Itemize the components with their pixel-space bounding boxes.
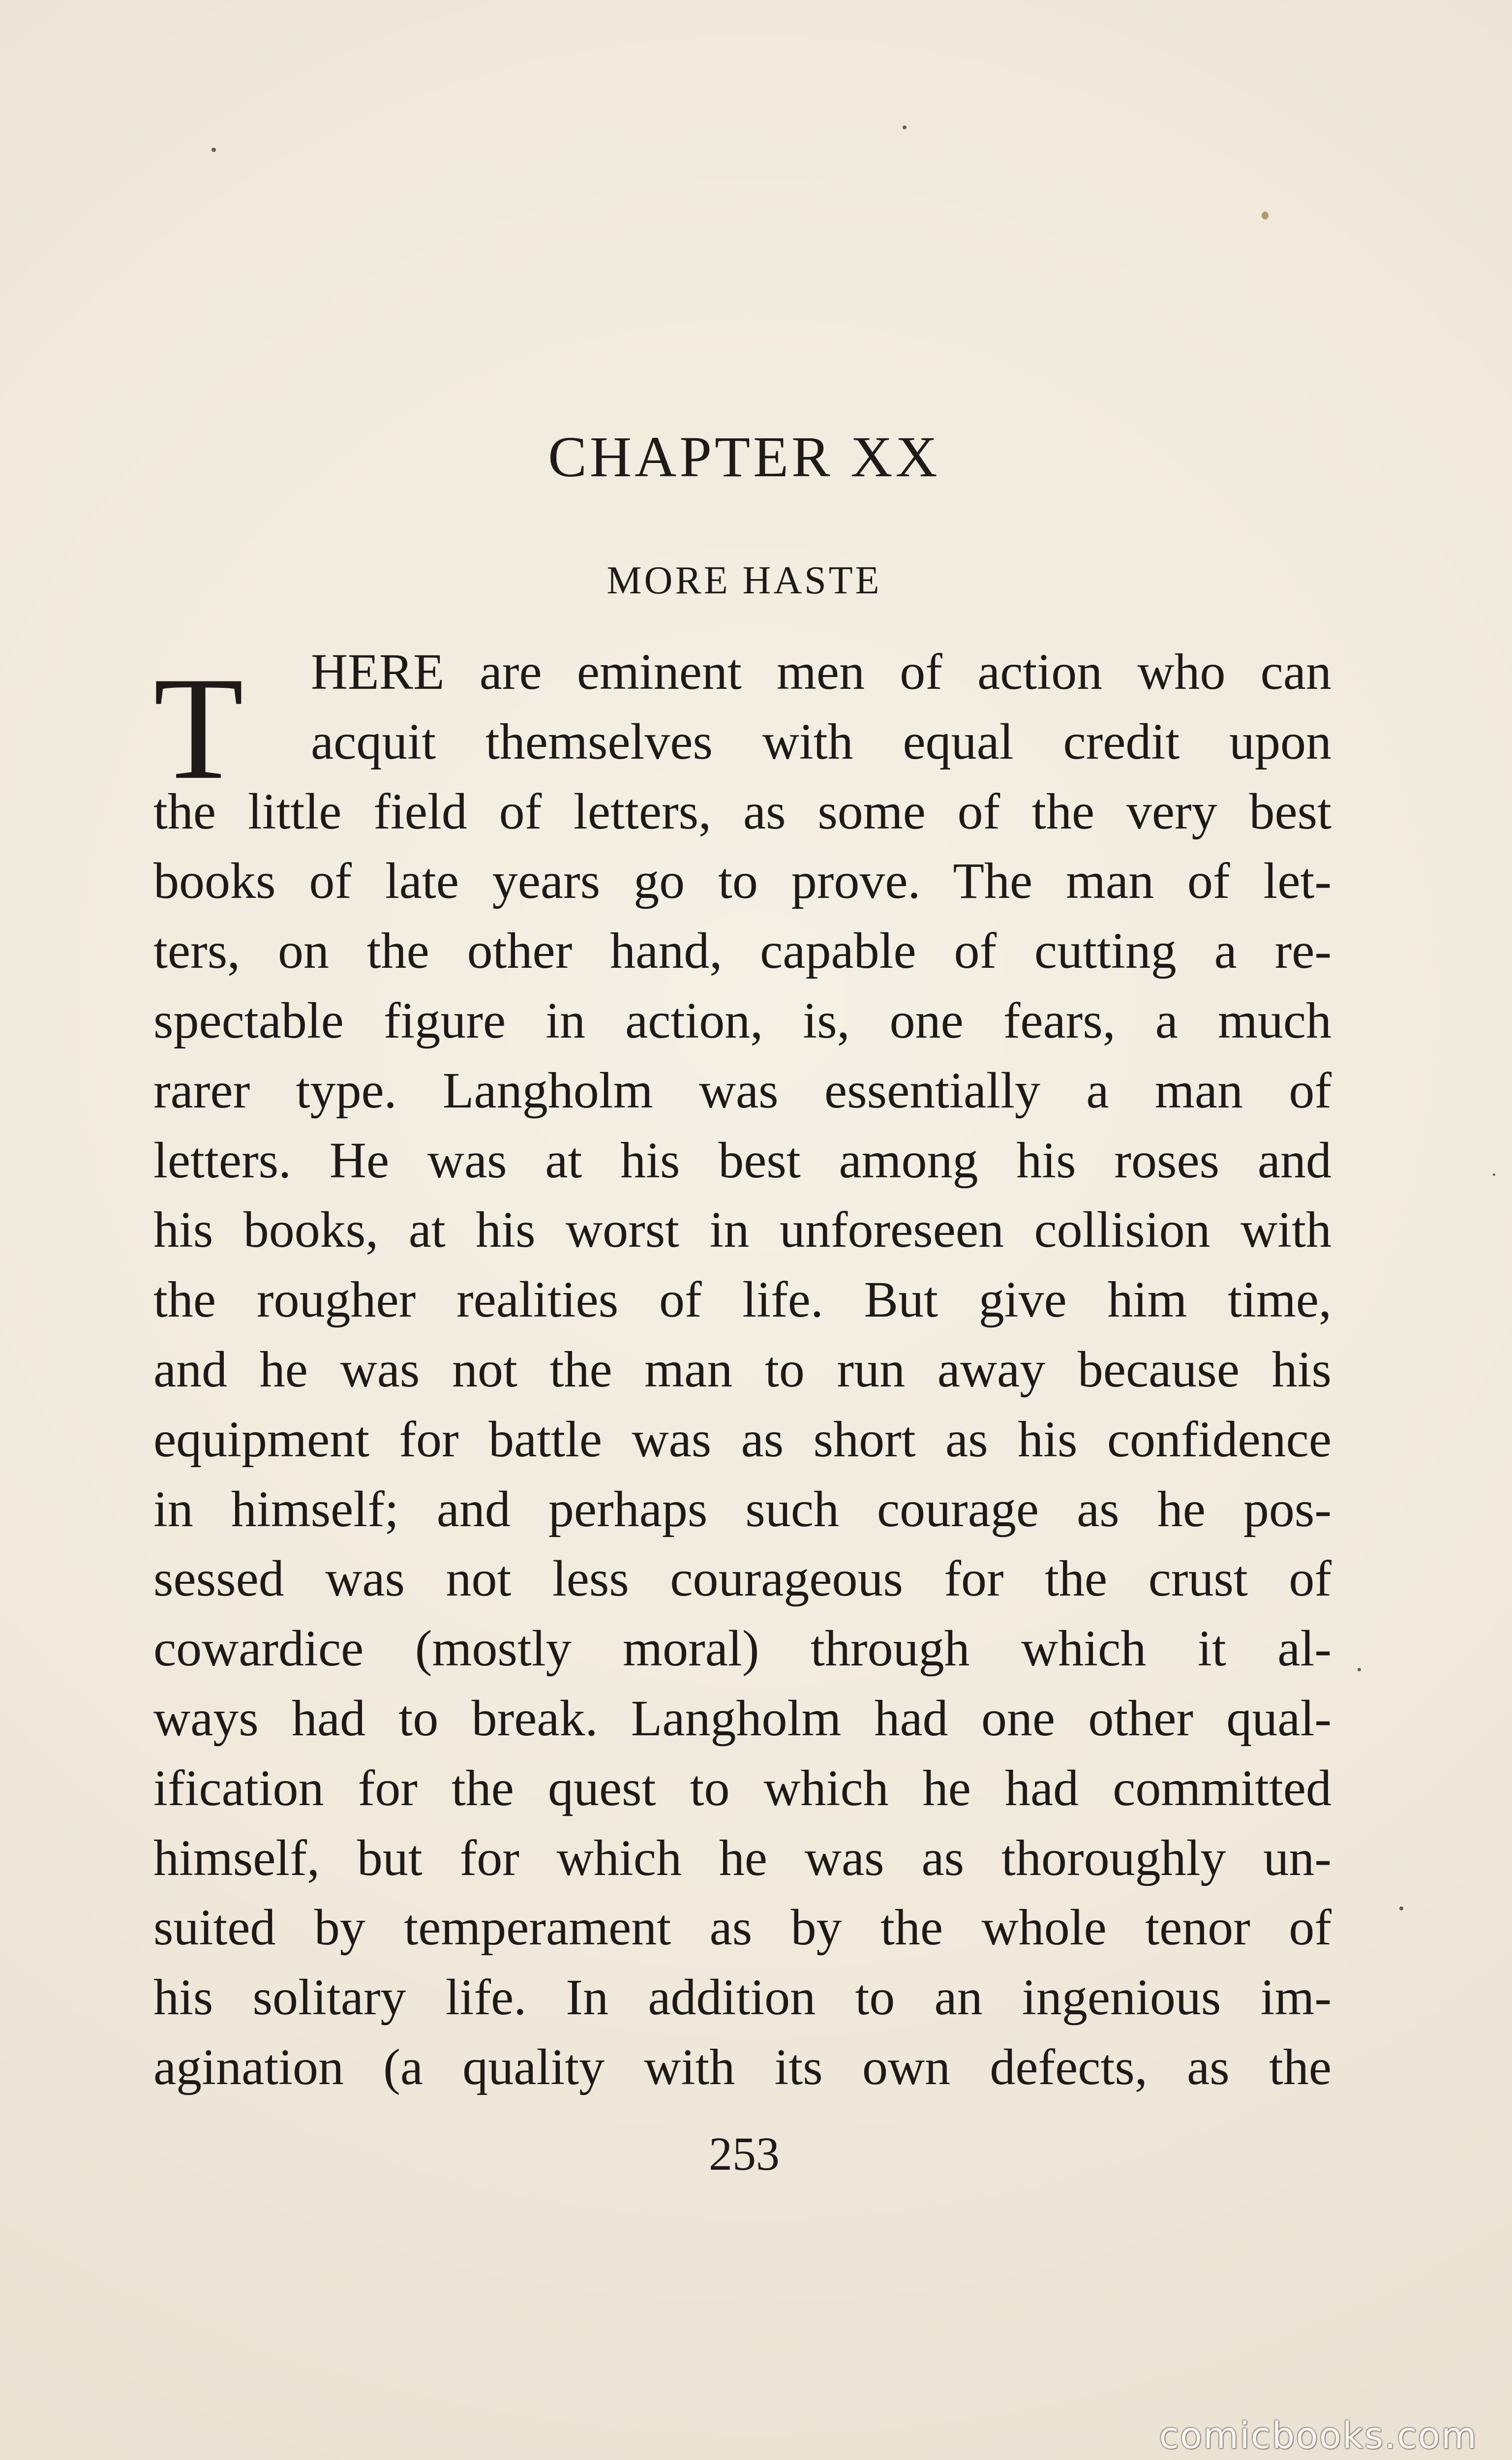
- text-line: himself, but for which he was as thoroughly un-: [153, 1829, 1331, 1886]
- text-line: books of late years go to prove. The man of let-: [153, 853, 1331, 910]
- text-line: ways had to break. Langholm had one other qual-: [153, 1690, 1331, 1747]
- paper-speck: [212, 148, 216, 152]
- text-line: spectable figure in action, is, one fears, a much: [153, 992, 1331, 1049]
- body-text: [153, 637, 1331, 2102]
- text-line: agination (a quality with its own defects, as the: [153, 2038, 1331, 2095]
- paper-speck: [1399, 1906, 1403, 1910]
- text-line: acquit themselves with equal credit upon: [311, 713, 1331, 770]
- text-line: letters. He was at his best among his roses and: [153, 1132, 1331, 1189]
- text-line: the rougher realities of life. But give him time,: [153, 1271, 1331, 1328]
- text-line: rarer type. Langholm was essentially a man of: [153, 1062, 1331, 1119]
- text-line: the little field of letters, as some of the very best: [153, 783, 1331, 840]
- text-line: suited by temperament as by the whole tenor of: [153, 1899, 1331, 1956]
- page-number: 253: [709, 2127, 780, 2180]
- paper-speck: [1358, 1668, 1361, 1671]
- text-line: HERE are eminent men of action who can: [311, 644, 1331, 700]
- text-line: sessed was not less courageous for the crust of: [153, 1550, 1331, 1607]
- text-line: his books, at his worst in unforeseen collision with: [153, 1201, 1331, 1259]
- paper-speck: [1493, 1173, 1495, 1176]
- paper-speck: [903, 125, 907, 129]
- text-line: and he was not the man to run away because his: [153, 1341, 1331, 1398]
- chapter-subtitle: MORE HASTE: [606, 559, 882, 602]
- watermark-logo: comicbooks.com: [1159, 2415, 1478, 2457]
- text-line: cowardice (mostly moral) through which it al-: [153, 1620, 1331, 1677]
- paper-speck: [1262, 212, 1269, 219]
- text-line: ification for the quest to which he had committed: [153, 1759, 1331, 1816]
- text-line: in himself; and perhaps such courage as he pos-: [153, 1480, 1331, 1538]
- text-line: his solitary life. In addition to an ingenious im-: [153, 1969, 1331, 2026]
- text-line: ters, on the other hand, capable of cutting a re-: [153, 922, 1331, 980]
- text-line: equipment for battle was as short as his confidence: [153, 1411, 1331, 1468]
- chapter-title: CHAPTER XX: [548, 425, 940, 489]
- drop-cap: T: [153, 646, 244, 810]
